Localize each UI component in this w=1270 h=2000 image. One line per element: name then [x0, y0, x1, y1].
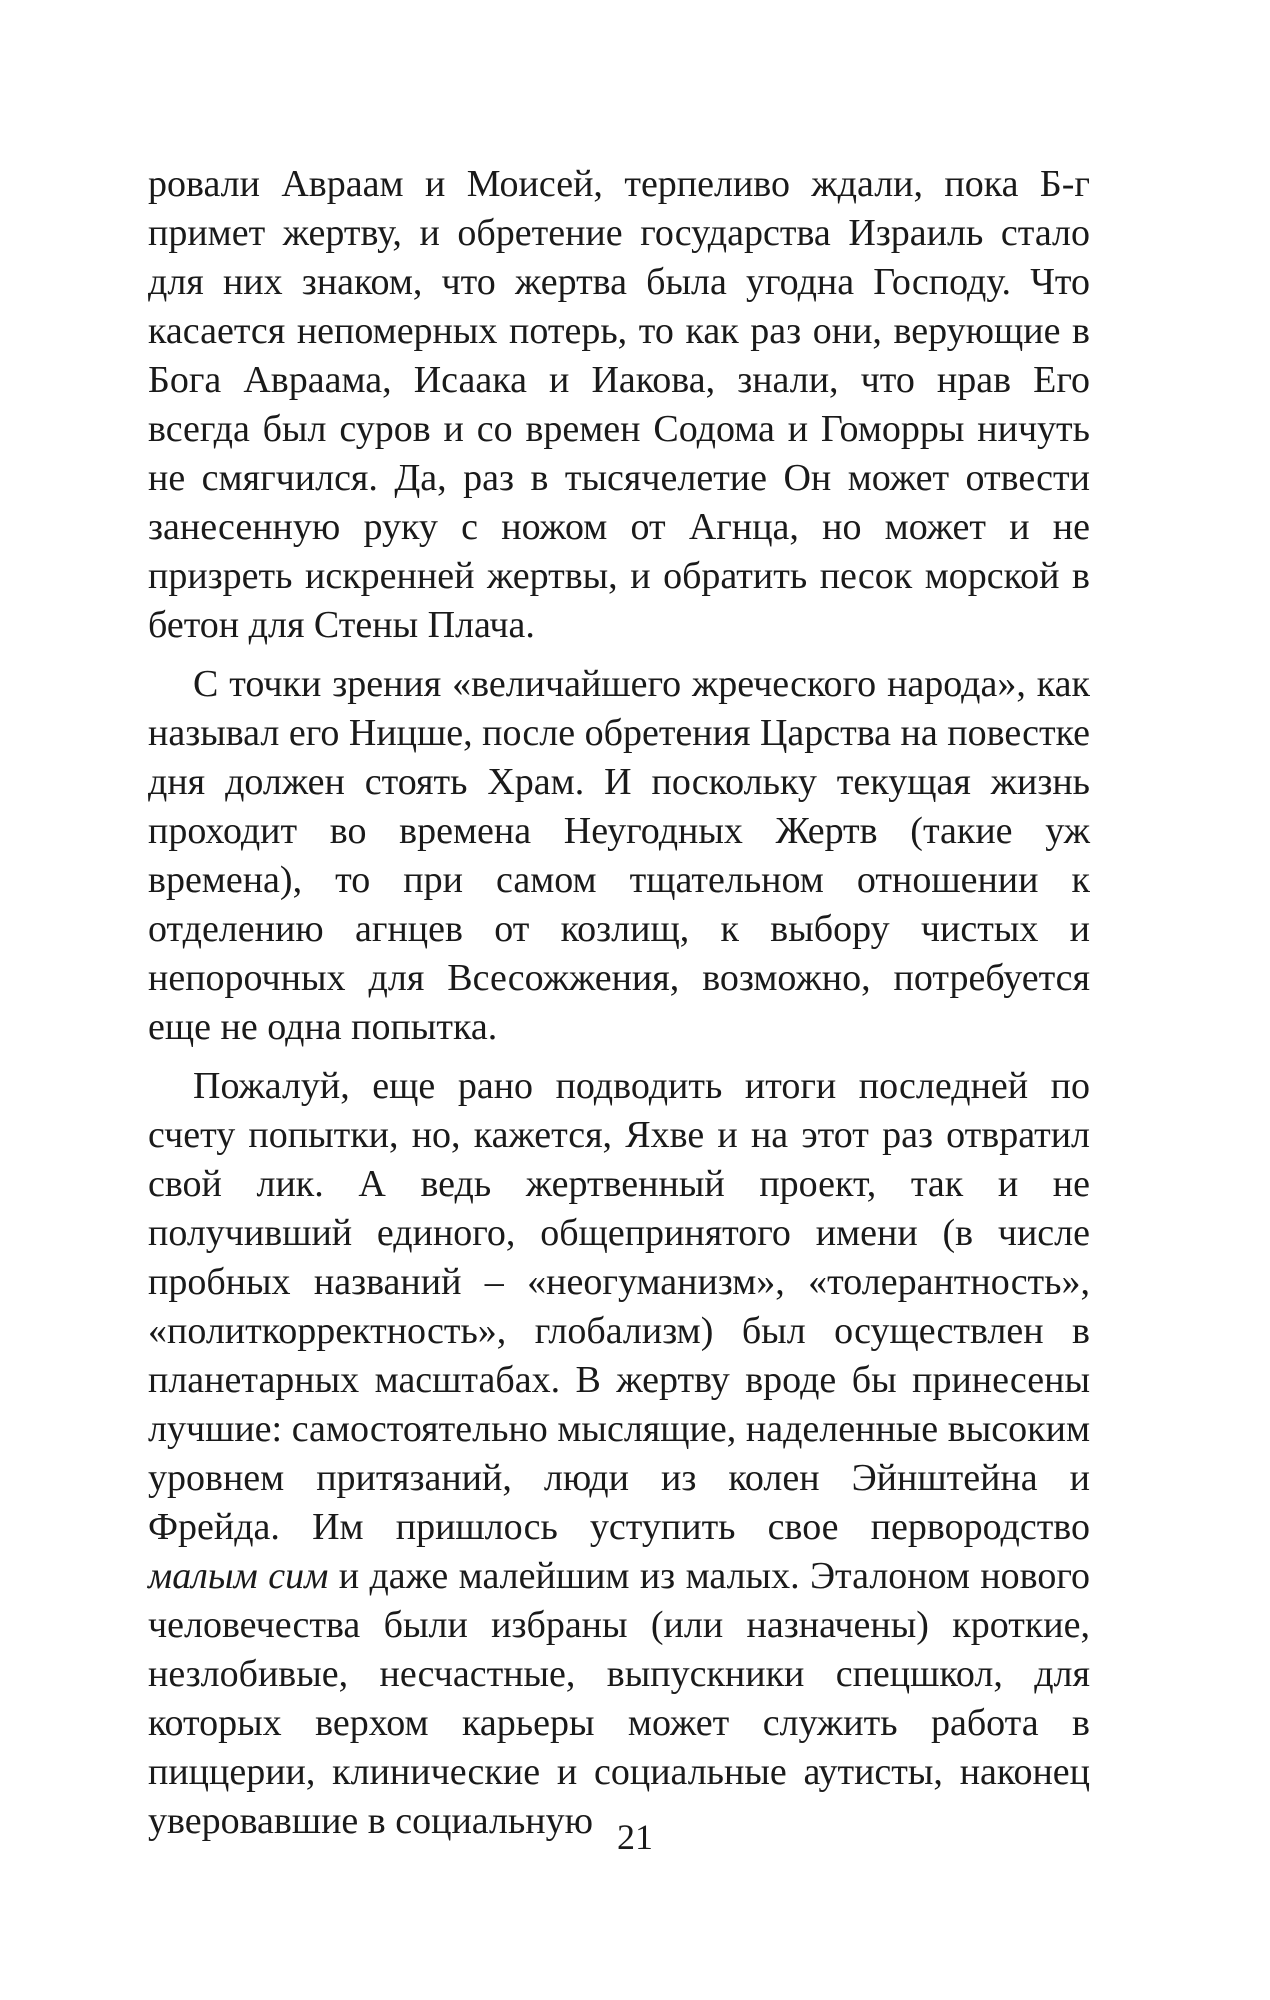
paragraph-2	[148, 660, 1090, 1052]
paragraph-3-text-part-1: Пожалуй, еще рано подводить итоги последней по счету попытки, но, кажется, Яхве и на этот раз отвратил свой лик. А ведь жертвенный проект, так и не получивший единого, общепринятого имени (в числе пробных названий – «неогуманизм», «толерантность», «политкорректность», глобализм) был осуществлен в планетарных масштабах. В жертву вроде бы принесены лучшие: самостоятельно мыслящие, наделенные высоким уровнем притязаний, люди из колен Эйнштейна и Фрейда. Им пришлось уступить свое первородство	[148, 1065, 1090, 1548]
paragraph-2-text: С точки зрения «величайшего жреческого народа», как называл его Ницше, после обретения Царства на повестке дня должен стоять Храм. И поскольку текущая жизнь проходит во времена Неугодных Жертв (такие уж времена), то при самом тщательном отношении к отделению агнцев от козлищ, к выбору чистых и непорочных для Всесожжения, возможно, потребуется еще не одна попытка.	[148, 663, 1090, 1048]
paragraph-3	[148, 1062, 1090, 1846]
paragraph-1-text: ровали Авраам и Моисей, терпеливо ждали, пока Б-г примет жертву, и обретение государства Израиль стало для них знаком, что жертва была угодна Господу. Что касается непомерных потерь, то как раз они, верующие в Бога Авраама, Исаака и Иакова, знали, что нрав Его всегда был суров и со времен Содома и Гоморры ничуть не смягчился. Да, раз в тысячелетие Он может отвести занесенную руку с ножом от Агнца, но может и не призреть искренней жертвы, и обратить песок морской в бетон для Стены Плача.	[148, 163, 1090, 646]
body-text	[148, 160, 1090, 1856]
paragraph-1	[148, 160, 1090, 650]
paragraph-3-text-part-2: и даже малейшим из малых. Эталоном нового человечества были избраны (или назначены) кроткие, незлобивые, несчастные, выпускники спецшкол, для которых верхом карьеры может служить работа в пиццерии, клинические и социальные аутисты, наконец уверовавшие в социальную	[148, 1555, 1090, 1842]
paragraph-3-italic-phrase: малым сим	[148, 1555, 329, 1597]
page-number: 21	[617, 1817, 653, 1857]
